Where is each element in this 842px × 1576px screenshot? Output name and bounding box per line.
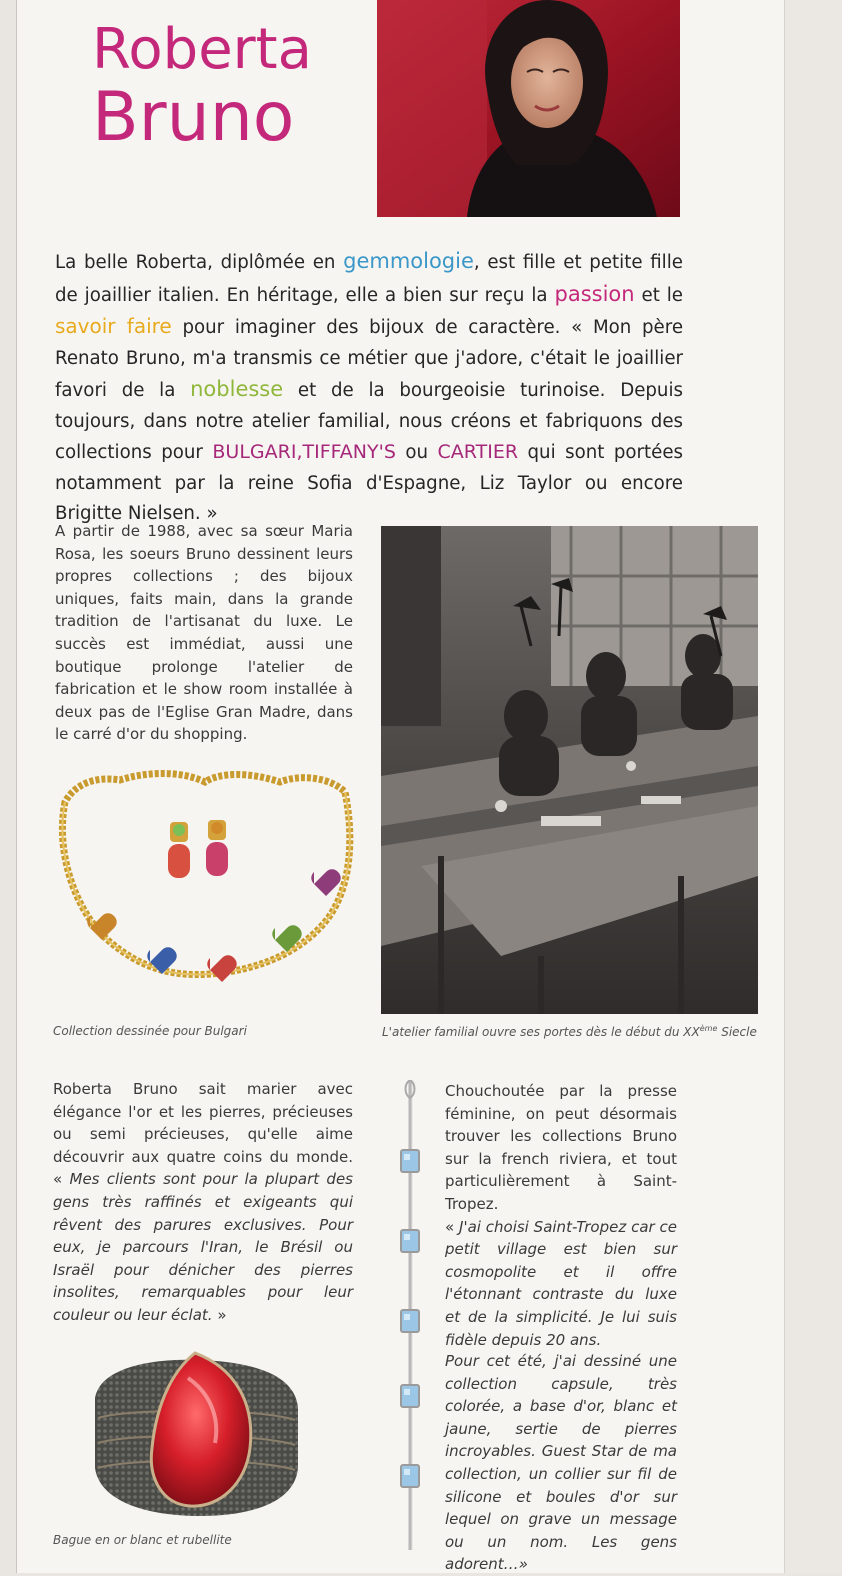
title-first-name: Roberta — [92, 17, 312, 82]
portrait-photo — [377, 0, 680, 217]
column-left-history: A partir de 1988, avec sa sœur Maria Rosa, les soeurs Bruno dessinent leurs propres collections ; des bijoux uniques, faits main, dans la grande tradition de l'artisanat du luxe. Le succès est immédiat, aussi une boutique prolonge l'atelier de fabrication et le show room installée à deux pas de l'Eglise Gran Madre, dans le carré d'or du shopping. — [55, 522, 353, 744]
keyword-noblesse: noblesse — [190, 377, 284, 401]
intro-text-5: et de la bourgeoisie turinoise. Depuis toujours, dans notre atelier familial, nous créons et fabriquons des collections pour — [55, 380, 683, 463]
caption-atelier — [382, 1024, 757, 1039]
next-page-edge — [784, 0, 842, 1573]
intro-text-2: , est fille et petite fille de joaillier italien. En héritage, elle a bien sur reçu la — [55, 252, 683, 306]
column-right-summer — [445, 1350, 677, 1576]
keyword-cartier: CARTIER — [437, 441, 519, 463]
intro-text-4: pour imaginer des bijoux de caractère. « Mon père Renato Bruno, m'a transmis ce métier que j'adore, c'était le joaillier favori de la — [55, 317, 684, 401]
article-title — [92, 17, 312, 157]
ring-photo — [90, 1338, 302, 1520]
caption-atelier-superscript: ème — [699, 1024, 718, 1033]
caption-atelier-text: L'atelier familial ouvre ses portes dès le début du XX — [382, 1025, 700, 1039]
intro-text-7: qui sont portées notamment par la reine Sofia d'Espagne, Liz Taylor ou encore Brigitte Nielsen. » — [55, 442, 683, 524]
intro-paragraph — [55, 246, 683, 530]
stones-text: Roberta Bruno sait marier avec élégance l'or et les pierres, précieuses ou semi précieuses, qu'elle aime découvrir aux quatre coins du monde. « — [53, 1080, 353, 1189]
column-right-riviera — [445, 1080, 677, 1351]
stones-quote-close: » — [212, 1305, 227, 1324]
atelier-photo — [381, 526, 758, 1014]
caption-atelier-end: Siecle — [717, 1025, 757, 1039]
summer-collection-quote: Pour cet été, j'ai dessiné une collection capsule, très colorée, a base d'or, blanc et jaune, sertie de pierres incroyables. Guest Star de ma collection, un collier sur fil de silicone et boules d'or sur lequel on grave un message ou un nom. Les gens adorent…» — [445, 1352, 677, 1574]
column-left-stones — [53, 1078, 353, 1327]
title-last-name: Bruno — [92, 78, 295, 157]
riviera-quote-open: « — [445, 1217, 460, 1236]
necklace-photo — [50, 762, 355, 1002]
caption-ring: Bague en or blanc et rubellite — [53, 1533, 232, 1547]
intro-text-6: ou — [395, 442, 438, 463]
riviera-text: Chouchoutée par la presse féminine, on peut désormais trouver les collections Bruno sur la french riviera, et tout particulièrement à Saint-Tropez. — [445, 1082, 677, 1213]
bracelet-photo — [390, 1080, 430, 1560]
keyword-savoir-faire: savoir faire — [55, 314, 172, 338]
keyword-passion: passion — [554, 281, 635, 306]
keyword-gemmologie: gemmologie — [343, 249, 474, 273]
stones-quote: Mes clients sont pour la plupart des gens très raffinés et exigeants qui rêvent des parures exclusives. Pour eux, je parcours l'Iran, le Brésil ou Israël pour dénicher des pierres insolites, remarquables pour leur couleur ou leur éclat. — [53, 1170, 353, 1324]
intro-text-3: et le — [634, 284, 683, 306]
intro-text-1: La belle Roberta, diplômée en — [55, 252, 344, 273]
caption-necklace: Collection dessinée pour Bulgari — [53, 1024, 247, 1038]
riviera-quote: J'ai choisi Saint-Tropez car ce petit village est bien sur cosmopolite et il offre l'étonnant contraste du luxe et de la simplicité. Je lui suis fidèle depuis 20 ans. — [445, 1217, 677, 1349]
keyword-brands: BULGARI,TIFFANY'S — [212, 441, 396, 463]
